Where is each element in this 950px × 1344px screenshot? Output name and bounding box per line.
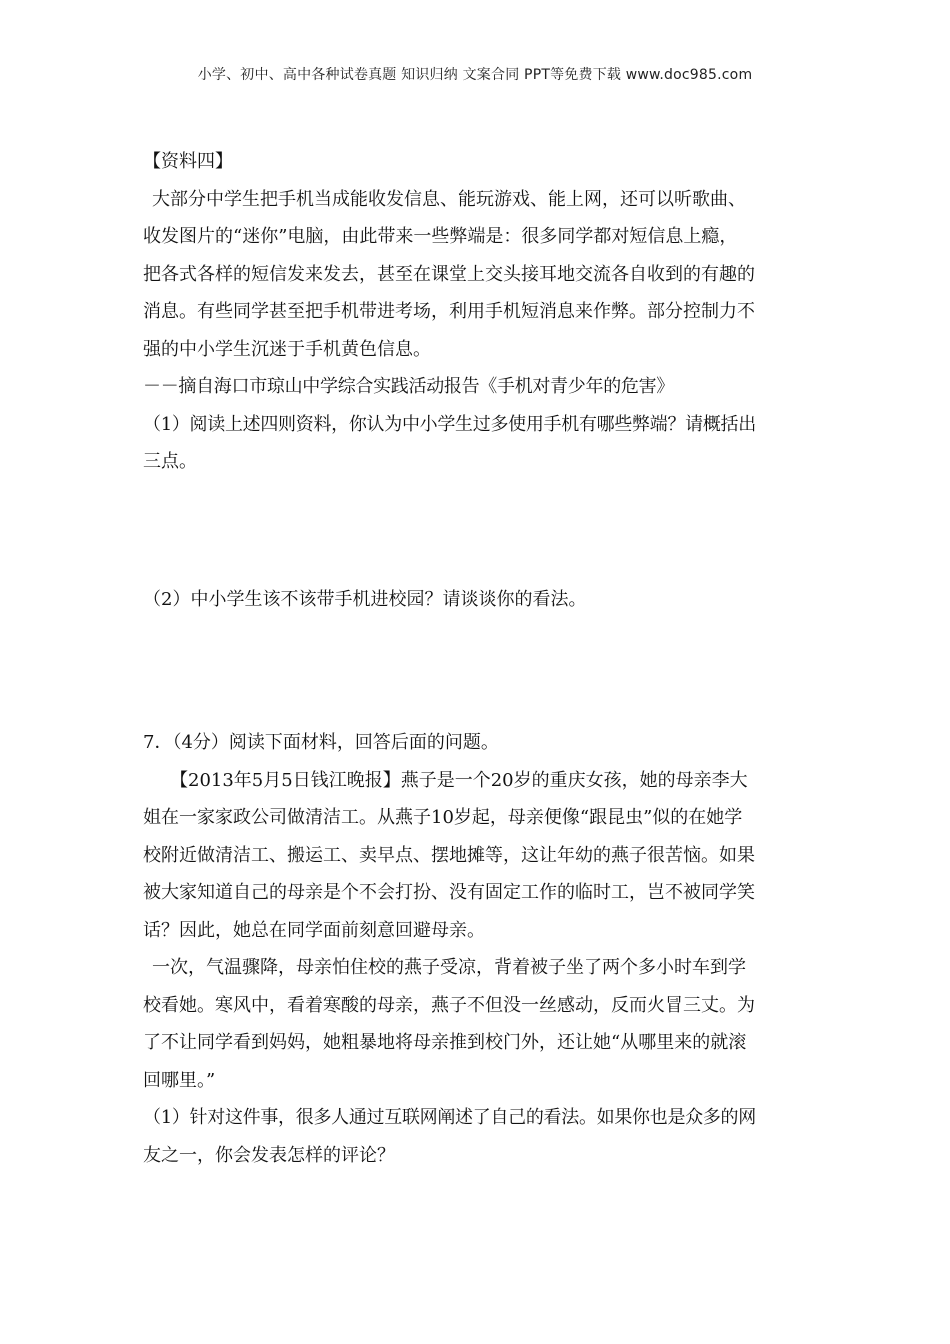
page-header: 小学、初中、高中各种试卷真题 知识归纳 文案合同 PPT等免费下载 www.doc985.com	[197, 67, 753, 83]
question-heading: 7．（4分）阅读下面材料，回答后面的问题。	[143, 732, 499, 753]
paragraph-line: 消息。有些同学甚至把手机带进考场，利用手机短消息来作弊。部分控制力不	[143, 301, 755, 322]
paragraph-line: 姐在一家家政公司做清洁工。从燕子10岁起，母亲便像“跟昆虫”似的在她学	[143, 807, 743, 828]
question-text: 三点。	[143, 451, 197, 472]
paragraph-line: 把各式各样的短信发来发去，甚至在课堂上交头接耳地交流各自收到的有趣的	[143, 263, 755, 285]
paragraph-line: 被大家知道自己的母亲是个不会打扮、没有固定工作的临时工，岂不被同学笑	[143, 882, 755, 903]
question-text: （1）针对这件事，很多人通过互联网阐述了自己的看法。如果你也是众多的网	[143, 1107, 756, 1128]
answer-space	[143, 618, 813, 724]
paragraph-line: 校看她。寒风中，看着寒酸的母亲，燕子不但没一丝感动，反而火冒三丈。为	[143, 994, 755, 1016]
paragraph-line: 了不让同学看到妈妈，她粗暴地将母亲推到校门外，还让她“从哪里来的就滚	[143, 1032, 747, 1053]
paragraph-line: 【2013年5月5日钱江晚报】燕子是一个20岁的重庆女孩，她的母亲李大	[170, 769, 748, 791]
material-source: －－摘自海口市琼山中学综合实践活动报告《手机对青少年的危害》	[143, 376, 674, 397]
paragraph-line: 收发图片的“迷你”电脑，由此带来一些弊端是：很多同学都对短信息上瘾，	[143, 226, 738, 247]
question-text: （2）中小学生该不该带手机进校园？请谈谈你的看法。	[143, 588, 587, 610]
paragraph-line: 一次，气温骤降，母亲怕住校的燕子受凉，背着被子坐了两个多小时车到学	[152, 957, 746, 978]
paragraph-line: 话？因此，她总在同学面前刻意回避母亲。	[143, 919, 485, 941]
answer-space	[143, 481, 813, 581]
paragraph-line: 强的中小学生沉迷于手机黄色信息。	[143, 338, 431, 360]
paragraph-line: 大部分中学生把手机当成能收发信息、能玩游戏、能上网，还可以听歌曲、	[152, 188, 746, 210]
question-text: （1）阅读上述四则资料，你认为中小学生过多使用手机有哪些弊端？请概括出	[143, 413, 756, 435]
document-body	[143, 143, 813, 1174]
paragraph-line: 回哪里。”	[143, 1069, 216, 1091]
material-title: 【资料四】	[143, 151, 233, 172]
question-text: 友之一，你会发表怎样的评论？	[143, 1144, 395, 1166]
paragraph-line: 校附近做清洁工、搬运工、卖早点、摆地摊等，这让年幼的燕子很苦恼。如果	[143, 844, 755, 866]
